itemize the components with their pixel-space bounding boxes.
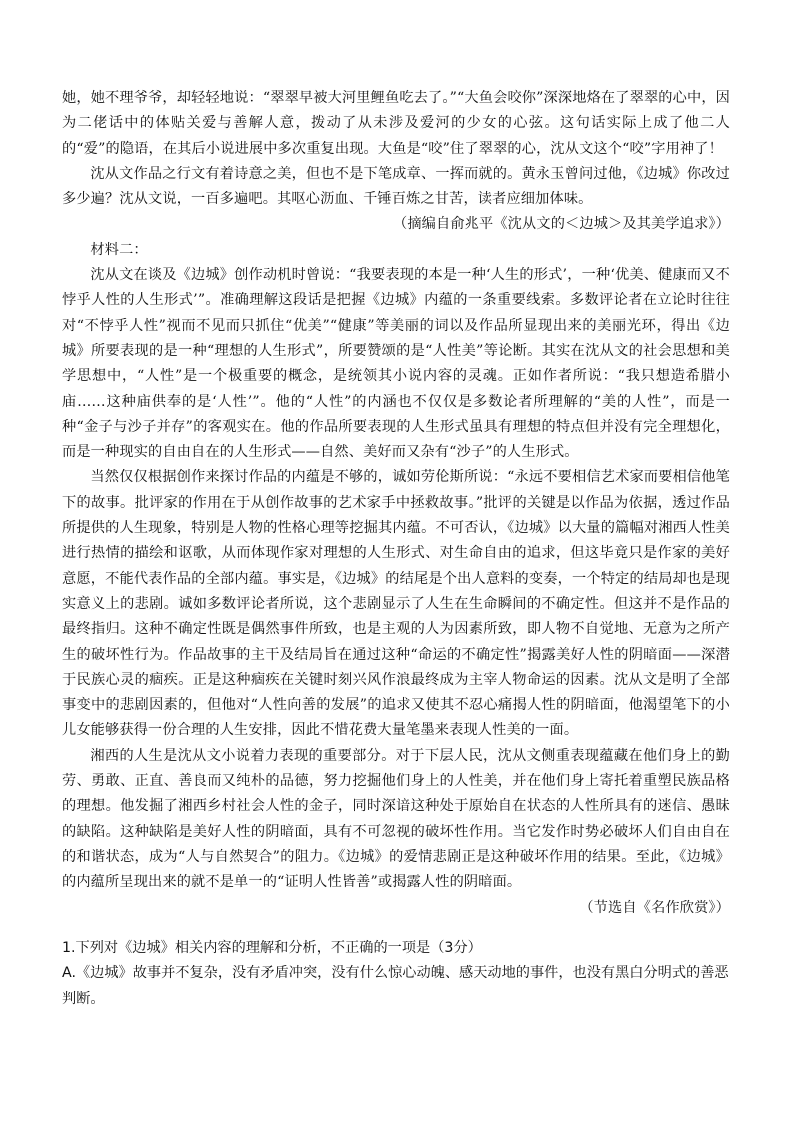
reading-passage [62,86,730,921]
material-one-paragraph: 沈从文作品之行文有着诗意之美，但也不是下笔成章、一挥而就的。黄永玉曾问过他，《边城》你改过多少遍？沈从文说，一百多遍吧。其呕心沥血、千锤百炼之甘苦，读者应细加体味。 [62,165,730,208]
material-one-source: （摘编自俞兆平《沈从文的＜边城＞及其美学追求》） [392,216,730,233]
question-stem: 1.下列对《边城》相关内容的理解和分析，不正确的一项是（3分） [62,940,482,956]
material-two-label: 材料二： [90,241,148,258]
material-two-source: （节选自《名作欣赏》） [579,899,730,916]
material-one-continued-paragraph: 她，她不理爷爷，却轻轻地说：“翠翠早被大河里鲤鱼吃去了。”“大鱼会咬你”深深地烙在了翠翠的心中，因为二佬话中的体贴关爱与善解人意，拨动了从未涉及爱河的少女的心弦。这句话实际上成了他二人的“爱”的隐语，在其后小说进展中多次重复出现。大鱼是“咬”住了翠翠的心，沈从文这个“咬”字用神了！ [62,90,730,157]
material-two-paragraph: 沈从文在谈及《边城》创作动机时曾说：“我要表现的本是一种‘人生的形式’，一种‘优美、健康而又不悖乎人性的人生形式’”。准确理解这段话是把握《边城》内蕴的一条重要线索。多数评论者在立论时往往对“不悖乎人性”视而不见而只抓住“优美”“健康”等美丽的词以及作品所显现出来的美丽光环，得出《边城》所要表现的是一种“理想的人生形式”，所要赞颂的是“人性美”等论断。其实在沈从文的社会思想和美学思想中，“人性”是一个极重要的概念，是统领其小说内容的灵魂。正如作者所说：“我只想造希腊小庙……这种庙供奉的是‘人性’”。他的“人性”的内涵也不仅仅是多数论者所理解的“美的人性”，而是一种“金子与沙子并存”的客观实在。他的作品所要表现的人生形式虽具有理想的特点但并没有完全理想化，而是一种现实的自由自在的人生形式——自然、美好而又杂有“沙子”的人生形式。 [62,267,730,461]
question-block [62,936,730,1012]
material-two-paragraph: 湘西的人生是沈从文小说着力表现的重要部分。对于下层人民，沈从文侧重表现蕴藏在他们身上的勤劳、勇敢、正直、善良而又纯朴的品德，努力挖掘他们身上的人性美，并在他们身上寄托着重塑民族品格的理想。他发掘了湘西乡村社会人性的金子，同时深谙这种处于原始自在状态的人性所具有的迷信、愚昧的缺陷。这种缺陷是美好人性的阴暗面，具有不可忽视的破坏性作用。当它发作时势必破坏人们自由自在的和谐状态，成为“人与自然契合”的阻力。《边城》的爱情悲剧正是这种破坏作用的结果。至此，《边城》的内蕴所呈现出来的就不是单一的“证明人性皆善”或揭露人性的阴暗面。 [62,747,730,891]
question-option-a: A.《边城》故事并不复杂，没有矛盾冲突，没有什么惊心动魄、感天动地的事件，也没有黑白分明式的善恶判断。 [62,965,729,1007]
material-two-paragraph: 当然仅仅根据创作来探讨作品的内蕴是不够的，诚如劳伦斯所说：“永远不要相信艺术家而要相信他笔下的故事。批评家的作用在于从创作故事的艺术家手中拯救故事。”批评的关键是以作品为依据，透过作品所提供的人生现象，特别是人物的性格心理等挖掘其内蕴。不可否认，《边城》以大量的篇幅对湘西人性美进行热情的描绘和讴歌，从而体现作家对理想的人生形式、对生命自由的追求，但这毕竟只是作家的美好意愿，不能代表作品的全部内蕴。事实是，《边城》的结尾是个出人意料的变奏，一个特定的结局却也是现实意义上的悲剧。诚如多数评论者所说，这个悲剧显示了人生在生命瞬间的不确定性。但这并不是作品的最终指归。这种不确定性既是偶然事件所致，也是主观的人为因素所致，即人物不自觉地、无意为之所产生的破坏性行为。作品故事的主干及结局旨在通过这种“命运的不确定性”揭露美好人性的阴暗面——深潜于民族心灵的痼疾。正是这种痼疾在关键时刻兴风作浪最终成为主宰人物命运的因素。沈从文是明了全部事变中的悲剧因素的，但他对“人性向善的发展”的追求又使其不忍心痛揭人性的阴暗面，他渴望笔下的小儿女能够获得一份合理的人生安排，因此不惜花费大量笔墨来表现人性美的一面。 [62,469,730,739]
